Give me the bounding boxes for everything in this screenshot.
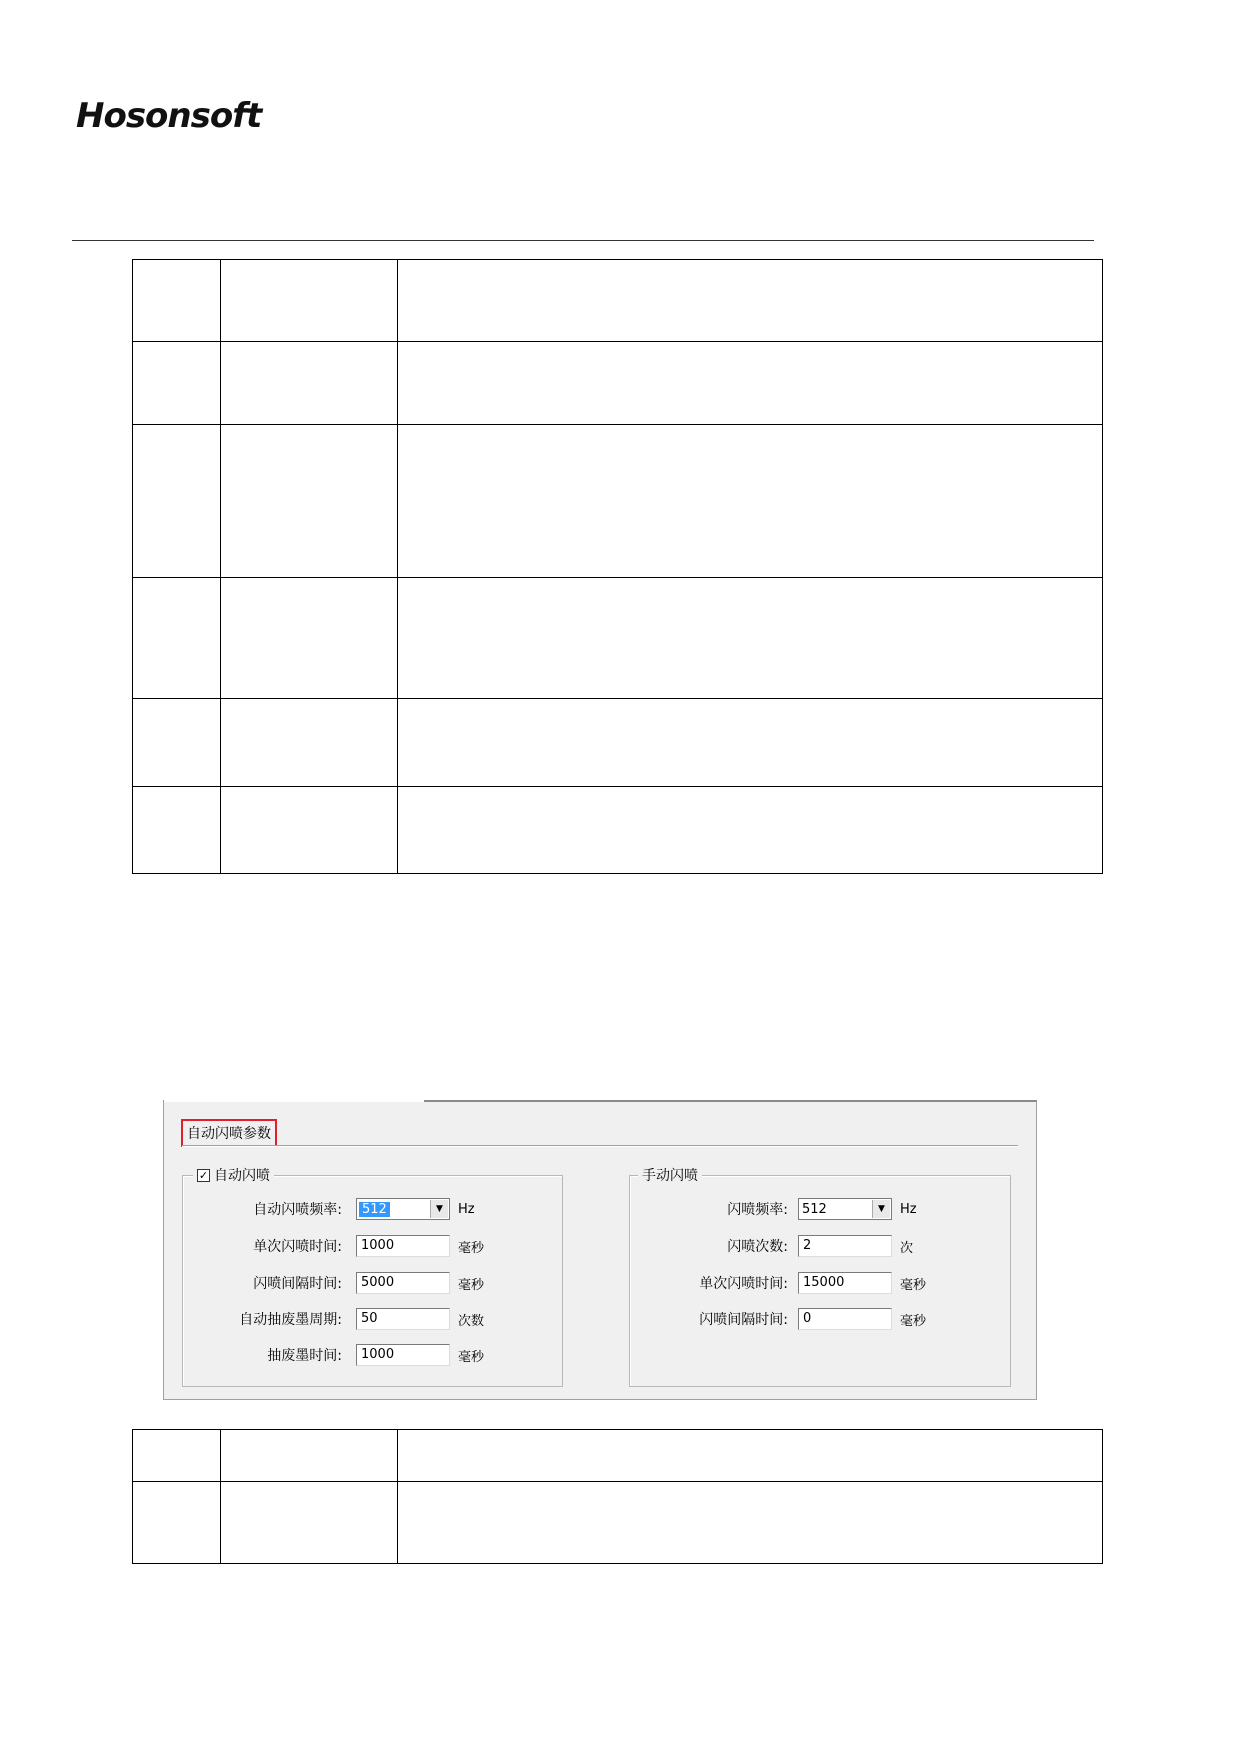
auto-waste-cycle-row — [183, 1306, 484, 1332]
auto-single-row — [183, 1233, 484, 1259]
manual-flash-label: 手动闪喷 — [642, 1168, 698, 1184]
manual-count-unit: 次 — [900, 1240, 914, 1256]
company-logo: Hosonsoft — [76, 96, 262, 136]
manual-single-unit: 毫秒 — [900, 1277, 927, 1293]
title-separator — [182, 1145, 1018, 1147]
auto-waste-time-row — [183, 1342, 484, 1368]
auto-interval-input[interactable]: 5000 — [356, 1272, 450, 1294]
auto-flash-legend — [193, 1165, 274, 1185]
manual-freq-value: 512 — [802, 1201, 827, 1217]
auto-freq-select[interactable] — [356, 1198, 450, 1220]
manual-single-row — [630, 1270, 926, 1296]
parameter-table-bottom — [132, 1429, 1103, 1564]
manual-freq-unit: Hz — [900, 1201, 917, 1217]
manual-freq-row — [630, 1196, 917, 1222]
auto-single-unit: 毫秒 — [458, 1240, 485, 1256]
parameter-table-top — [132, 259, 1103, 874]
auto-interval-label: 闪喷间隔时间: — [253, 1276, 342, 1292]
auto-flash-checkbox[interactable]: ✓ — [198, 1168, 209, 1182]
auto-waste-time-input[interactable]: 1000 — [356, 1344, 450, 1366]
table-row — [133, 260, 1103, 342]
table-row — [133, 578, 1103, 699]
auto-flash-label: 自动闪喷 — [214, 1168, 270, 1184]
table-row — [133, 1482, 1103, 1564]
panel-tab-edge — [164, 1100, 424, 1102]
table-row — [133, 787, 1103, 874]
panel-title: 自动闪喷参数 — [181, 1119, 277, 1147]
manual-freq-label: 闪喷频率: — [727, 1202, 788, 1218]
auto-single-label: 单次闪喷时间: — [253, 1239, 342, 1255]
manual-interval-unit: 毫秒 — [900, 1313, 927, 1329]
auto-freq-label: 自动闪喷频率: — [253, 1202, 342, 1218]
manual-interval-input[interactable]: 0 — [798, 1308, 892, 1330]
auto-freq-value: 512 — [359, 1202, 390, 1217]
auto-waste-time-label: 抽废墨时间: — [267, 1348, 342, 1364]
auto-waste-cycle-input[interactable]: 50 — [356, 1308, 450, 1330]
table-row — [133, 425, 1103, 578]
table-row — [133, 699, 1103, 787]
flash-spray-settings-panel — [163, 1100, 1037, 1400]
manual-interval-label: 闪喷间隔时间: — [699, 1312, 788, 1328]
manual-flash-group — [629, 1168, 1011, 1387]
manual-count-input[interactable]: 2 — [798, 1235, 892, 1257]
manual-flash-legend — [638, 1165, 702, 1185]
auto-interval-unit: 毫秒 — [458, 1277, 485, 1293]
chevron-down-icon[interactable]: ▼ — [872, 1200, 890, 1218]
manual-single-input[interactable]: 15000 — [798, 1272, 892, 1294]
manual-single-label: 单次闪喷时间: — [699, 1276, 788, 1292]
auto-waste-cycle-label: 自动抽废墨周期: — [239, 1312, 342, 1328]
manual-freq-select[interactable] — [798, 1198, 892, 1220]
table-row — [133, 342, 1103, 425]
chevron-down-icon[interactable]: ▼ — [430, 1200, 448, 1218]
auto-waste-time-unit: 毫秒 — [458, 1349, 485, 1365]
auto-flash-group — [182, 1168, 563, 1387]
auto-interval-row — [183, 1270, 484, 1296]
manual-count-label: 闪喷次数: — [727, 1239, 788, 1255]
table-row — [133, 1430, 1103, 1482]
auto-freq-unit: Hz — [458, 1201, 475, 1217]
header-divider — [72, 240, 1094, 241]
manual-count-row — [630, 1233, 913, 1259]
auto-freq-row — [183, 1196, 475, 1222]
auto-waste-cycle-unit: 次数 — [458, 1313, 485, 1329]
manual-interval-row — [630, 1306, 926, 1332]
auto-single-input[interactable]: 1000 — [356, 1235, 450, 1257]
